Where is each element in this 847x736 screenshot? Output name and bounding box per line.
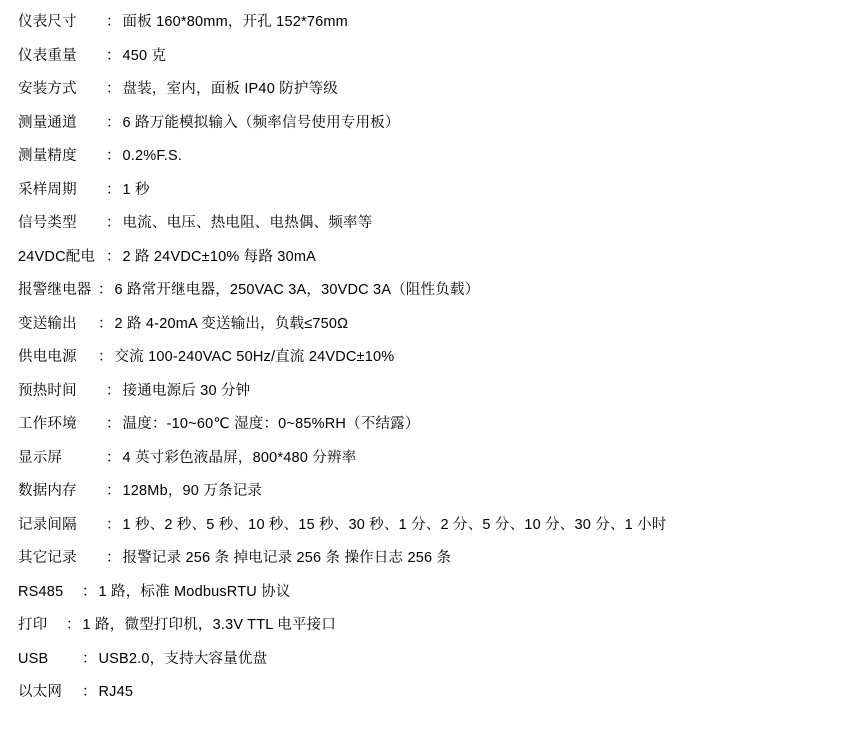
spec-label: 安装方式	[18, 81, 77, 97]
spec-value: 4 英寸彩色液晶屏，800*480 分辨率	[122, 449, 357, 466]
spec-value: 报警记录 256 条 掉电记录 256 条 操作日志 256 条	[122, 550, 452, 566]
spec-row	[18, 647, 847, 681]
spec-separator: ：	[82, 684, 97, 700]
spec-separator: ：	[106, 181, 121, 198]
spec-label: 工作环境	[18, 416, 77, 432]
spec-row	[18, 278, 847, 312]
spec-value: 盘装，室内，面板 IP40 防护等级	[122, 81, 338, 97]
spec-label: 仪表重量	[18, 47, 77, 64]
spec-row	[18, 312, 847, 346]
spec-label: 以太网	[18, 684, 63, 700]
spec-row	[18, 613, 847, 647]
spec-separator: ：	[98, 315, 113, 332]
spec-value: 1 秒	[122, 181, 150, 198]
spec-label: 供电电源	[18, 349, 77, 365]
spec-row	[18, 77, 847, 111]
spec-separator: ：	[106, 550, 121, 566]
spec-label: 预热时间	[18, 382, 77, 399]
spec-row	[18, 412, 847, 446]
spec-value: 接通电源后 30 分钟	[122, 382, 251, 399]
spec-separator: ：	[98, 349, 113, 365]
spec-separator: ：	[106, 382, 121, 399]
spec-row	[18, 513, 847, 547]
spec-separator: ：	[82, 583, 97, 600]
spec-row	[18, 211, 847, 245]
spec-label: 显示屏	[18, 449, 63, 466]
spec-value: 交流 100-240VAC 50Hz/直流 24VDC±10%	[114, 349, 395, 365]
spec-separator: ：	[106, 248, 121, 265]
spec-label: 其它记录	[18, 550, 77, 566]
spec-separator: ：	[106, 47, 121, 64]
spec-row	[18, 546, 847, 580]
spec-label: 报警继电器	[18, 282, 92, 298]
spec-value: 电流、电压、热电阻、电热偶、频率等	[122, 215, 373, 231]
spec-label: 采样周期	[18, 181, 77, 198]
spec-separator: ：	[98, 282, 113, 298]
spec-separator: ：	[106, 215, 121, 231]
spec-value: 2 路 24VDC±10% 每路 30mA	[122, 248, 316, 265]
spec-row	[18, 345, 847, 379]
spec-row	[18, 245, 847, 279]
spec-separator: ：	[106, 81, 121, 97]
spec-label: 24VDC配电	[18, 248, 96, 265]
spec-value: 温度：-10~60℃ 湿度：0~85%RH（不结露）	[122, 416, 420, 432]
spec-row	[18, 446, 847, 480]
spec-separator: ：	[82, 650, 97, 667]
spec-row	[18, 479, 847, 513]
spec-value: 0.2%F.S.	[122, 148, 183, 164]
spec-row	[18, 580, 847, 614]
spec-label: 仪表尺寸	[18, 14, 77, 30]
spec-label: 变送输出	[18, 315, 77, 332]
spec-separator: ：	[106, 516, 121, 533]
spec-value: 1 路，标准 ModbusRTU 协议	[98, 583, 291, 600]
spec-value: 1 秒、2 秒、5 秒、10 秒、15 秒、30 秒、1 分、2 分、5 分、10 分、30 分、1 小时	[122, 516, 667, 533]
spec-label: USB	[18, 650, 49, 667]
spec-label: 测量精度	[18, 148, 77, 164]
spec-label: 测量通道	[18, 114, 77, 131]
spec-separator: ：	[106, 14, 121, 30]
spec-separator: ：	[106, 483, 121, 499]
spec-separator: ：	[106, 148, 121, 164]
spec-label: 数据内存	[18, 483, 77, 499]
spec-value: 2 路 4-20mA 变送输出，负载≤750Ω	[114, 315, 349, 332]
spec-value: 面板 160*80mm，开孔 152*76mm	[122, 14, 348, 30]
spec-separator: ：	[106, 416, 121, 432]
spec-row	[18, 178, 847, 212]
spec-row	[18, 379, 847, 413]
spec-value: 450 克	[122, 47, 167, 64]
spec-row	[18, 44, 847, 78]
spec-label: 记录间隔	[18, 516, 77, 533]
spec-row	[18, 10, 847, 44]
spec-value: 128Mb，90 万条记录	[122, 483, 263, 499]
spec-label: 打印	[18, 617, 48, 633]
spec-value: USB2.0，支持大容量优盘	[98, 650, 268, 667]
spec-value: 6 路万能模拟输入（频率信号使用专用板）	[122, 114, 400, 131]
spec-separator: ：	[106, 449, 121, 466]
spec-separator: ：	[66, 617, 81, 633]
spec-value: 6 路常开继电器，250VAC 3A，30VDC 3A（阻性负载）	[114, 282, 480, 298]
spec-row	[18, 111, 847, 145]
spec-row	[18, 144, 847, 178]
spec-label: RS485	[18, 583, 64, 600]
spec-row	[18, 680, 847, 714]
spec-value: 1 路，微型打印机，3.3V TTL 电平接口	[82, 617, 337, 633]
spec-separator: ：	[106, 114, 121, 131]
spec-value: RJ45	[98, 684, 134, 700]
spec-label: 信号类型	[18, 215, 77, 231]
